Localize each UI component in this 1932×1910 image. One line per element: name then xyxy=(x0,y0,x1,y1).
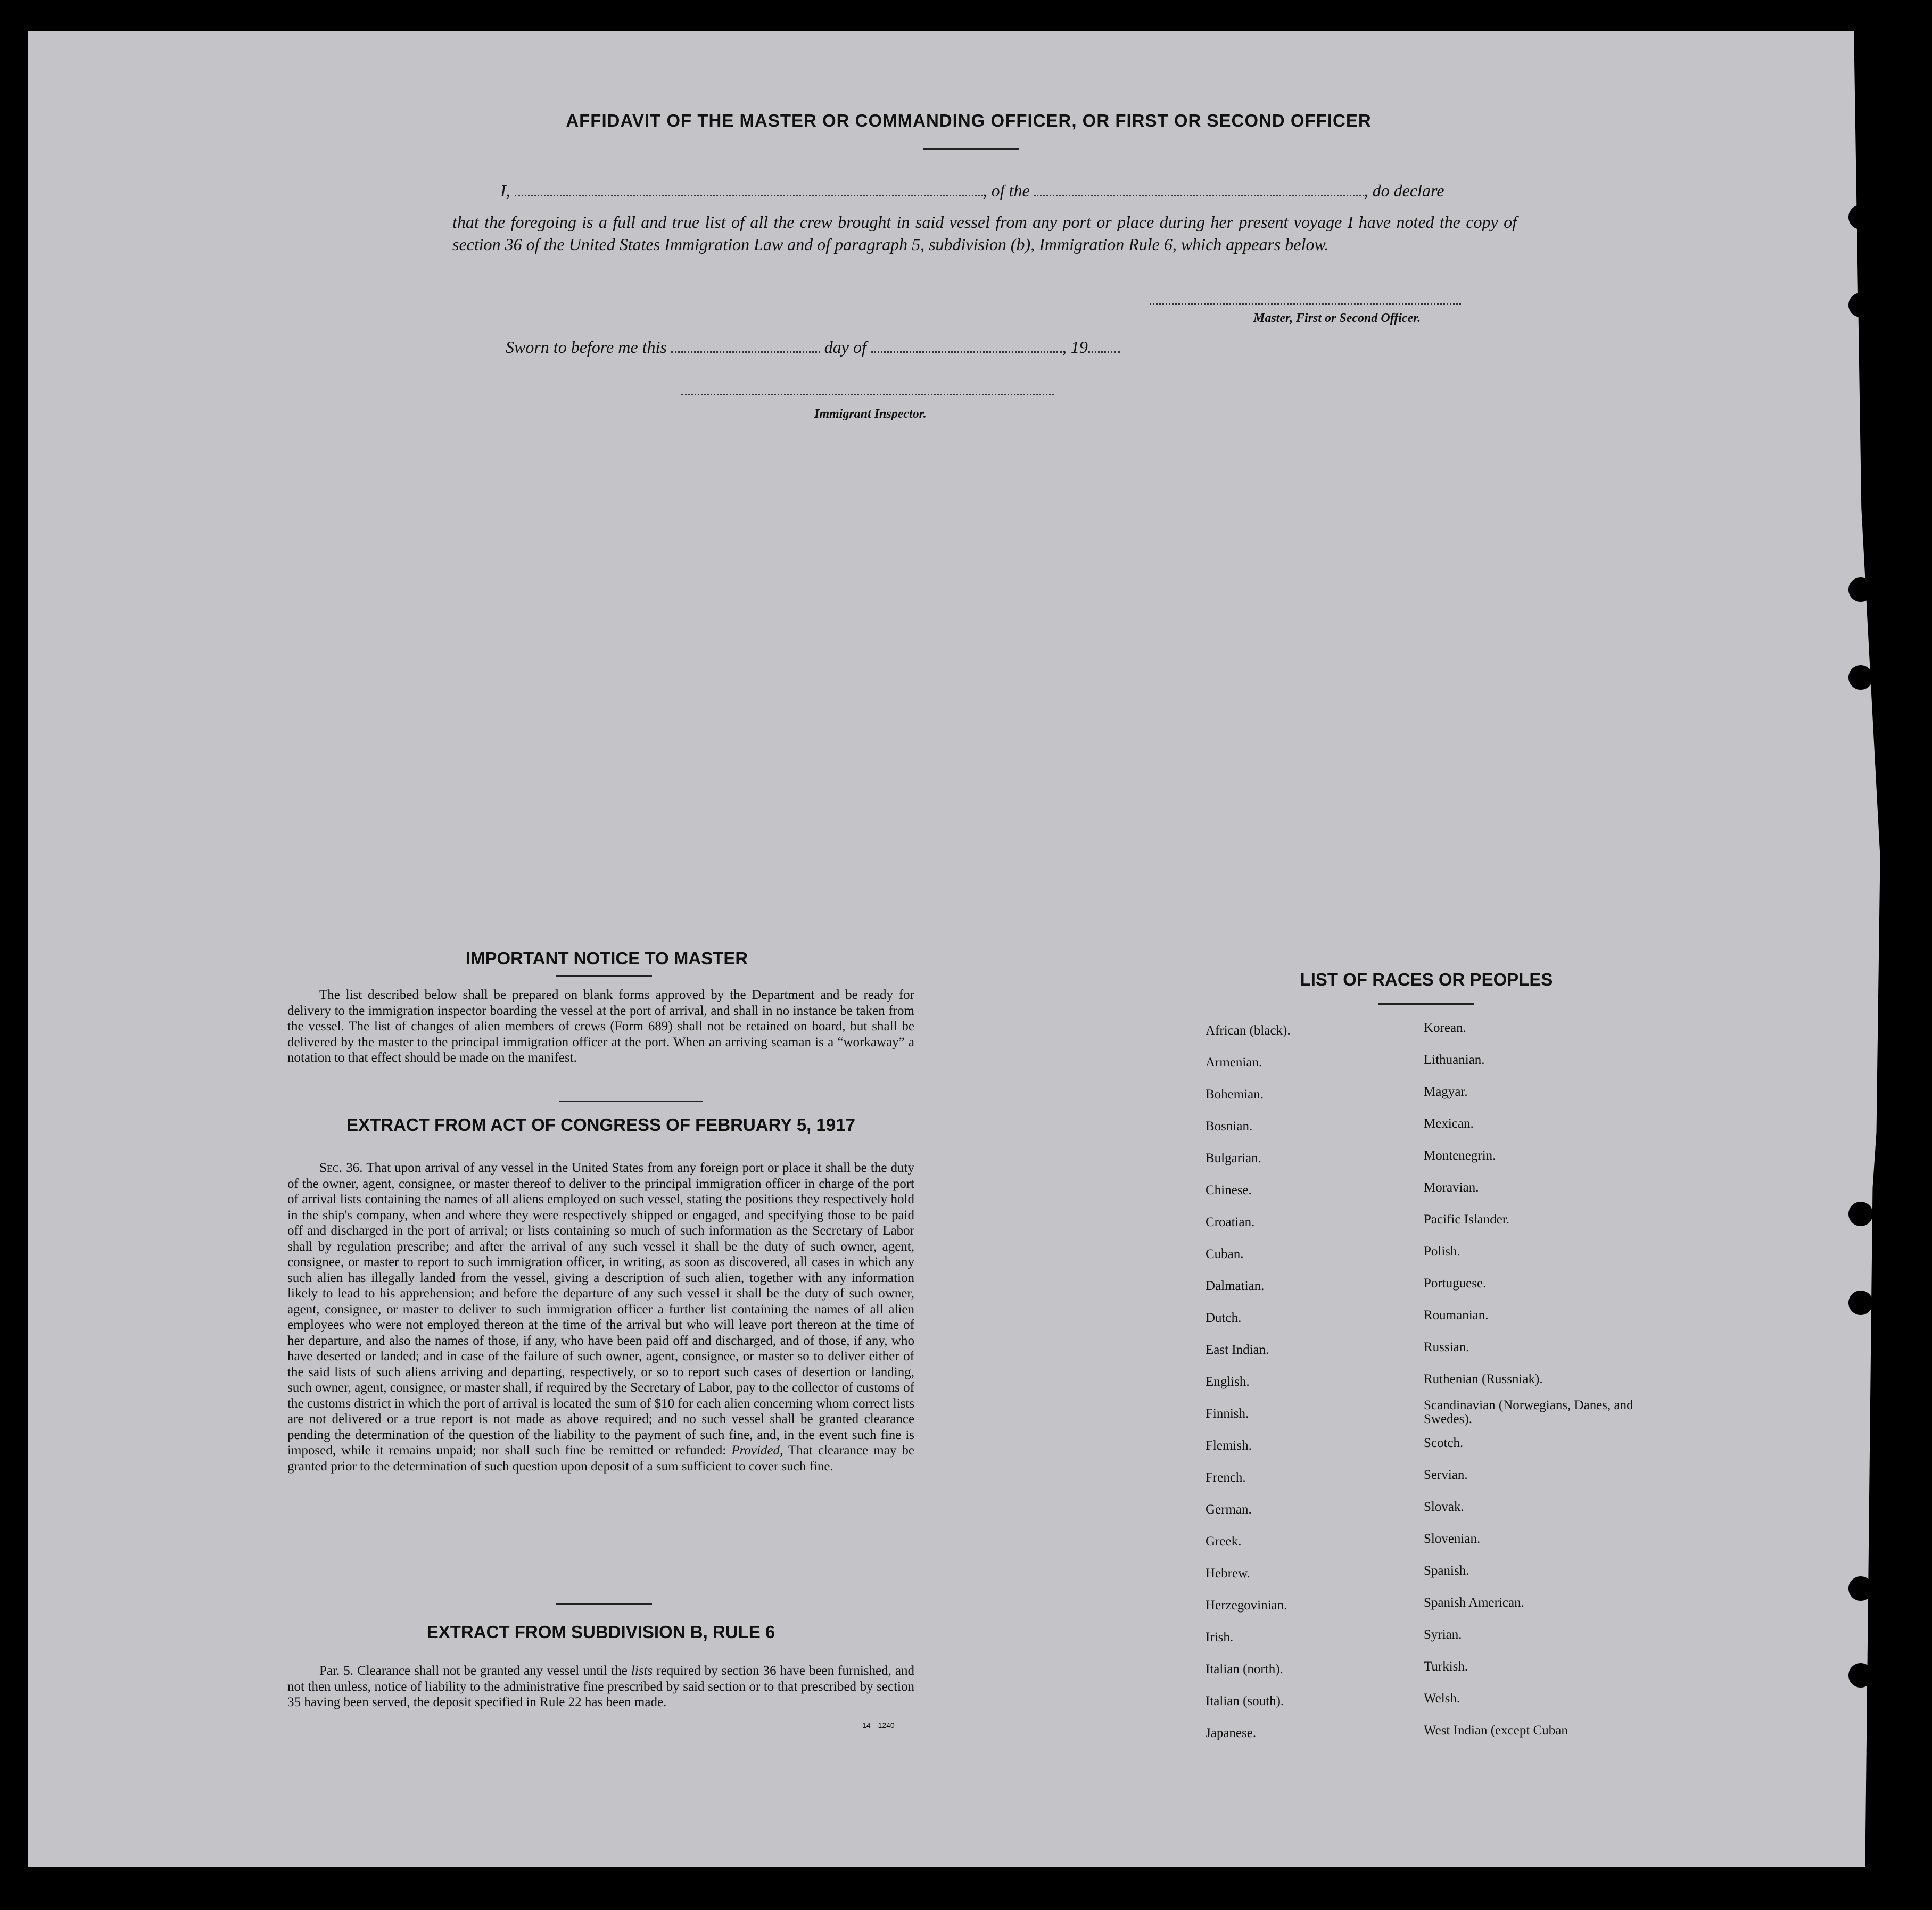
punch-hole xyxy=(1848,1576,1873,1601)
year-field[interactable] xyxy=(1088,341,1120,353)
section-divider xyxy=(556,1603,652,1605)
race-item: Cuban. xyxy=(1206,1247,1244,1261)
race-item: Ruthenian (Russniak). xyxy=(1424,1372,1543,1386)
race-item: Servian. xyxy=(1424,1468,1468,1482)
month-field[interactable] xyxy=(871,341,1062,353)
race-item: Armenian. xyxy=(1206,1055,1262,1070)
race-item: West Indian (except Cuban xyxy=(1424,1723,1568,1738)
year-label: , 19 xyxy=(1062,337,1088,357)
race-item: Montenegrin. xyxy=(1424,1148,1496,1163)
race-item: French. xyxy=(1206,1470,1246,1485)
races-divider xyxy=(1378,1003,1474,1005)
race-item: Scotch. xyxy=(1424,1436,1464,1450)
notice-heading: IMPORTANT NOTICE TO MASTER xyxy=(465,948,748,968)
race-item: Italian (south). xyxy=(1206,1694,1284,1708)
race-item: East Indian. xyxy=(1206,1343,1269,1357)
race-item: Welsh. xyxy=(1424,1691,1460,1706)
race-item: Dalmatian. xyxy=(1206,1279,1265,1293)
race-item: Bulgarian. xyxy=(1206,1151,1261,1165)
race-item: Syrian. xyxy=(1424,1627,1462,1642)
master-signature-caption: Master, First or Second Officer. xyxy=(1253,311,1421,325)
race-item: Korean. xyxy=(1424,1021,1466,1035)
document-page xyxy=(28,31,1906,1867)
race-item: Croatian. xyxy=(1206,1215,1255,1229)
race-item: Bosnian. xyxy=(1206,1119,1253,1134)
race-item: Slovak. xyxy=(1424,1500,1464,1514)
race-item: Irish. xyxy=(1206,1630,1234,1644)
race-item: African (black). xyxy=(1206,1023,1291,1038)
rule-extract-text xyxy=(287,1663,914,1710)
notice-divider xyxy=(556,975,652,977)
race-item: Greek. xyxy=(1206,1534,1242,1549)
race-item: Roumanian. xyxy=(1424,1308,1489,1322)
i-label: I, xyxy=(500,181,510,200)
race-item: Japanese. xyxy=(1206,1726,1257,1740)
affidavit-body: that the foregoing is a full and true list of all the crew brought in said vessel from any port or place during her present voyage I have noted the copy of section 36 of the United States Immigration Law and of paragraph 5, subdivision (b), Immigration Rule 6, which appears below. xyxy=(452,212,1517,254)
race-item: German. xyxy=(1206,1502,1252,1517)
race-item: Lithuanian. xyxy=(1424,1053,1485,1067)
inspector-caption: Immigrant Inspector. xyxy=(814,407,927,421)
affidavit-title: AFFIDAVIT OF THE MASTER OR COMMANDING OFFICER, OR FIRST OR SECOND OFFICER xyxy=(566,111,1372,130)
race-item: Slovenian. xyxy=(1424,1532,1481,1546)
sworn-label: Sworn to before me this xyxy=(506,337,667,357)
notice-text: The list described below shall be prepared on blank forms approved by the Department and be ready for delivery to the immigration inspector boarding the vessel at the port of arrival, and shall in no instance be taken from the vessel. The list of changes of alien members of crews (Form 689) shall not be retained on board, but shall be delivered by the master to the principal immigration officer at the port. When an arriving seaman is a “workaway” a notation to that effect should be made on the manifest. xyxy=(287,988,914,1065)
race-item: Moravian. xyxy=(1424,1180,1479,1195)
race-item: English. xyxy=(1206,1375,1250,1389)
race-item: Herzegovinian. xyxy=(1206,1598,1287,1613)
race-item: Bohemian. xyxy=(1206,1087,1264,1102)
section-label: Sec. 36. xyxy=(319,1161,363,1175)
race-item: Dutch. xyxy=(1206,1311,1242,1325)
race-item: Finnish. xyxy=(1206,1407,1249,1421)
master-signature-field[interactable] xyxy=(1150,303,1461,305)
lists-word: lists xyxy=(631,1664,653,1678)
race-item: Chinese. xyxy=(1206,1183,1252,1197)
vessel-field[interactable] xyxy=(1034,184,1364,196)
day-field[interactable] xyxy=(671,341,820,353)
act-extract-text xyxy=(287,1160,914,1474)
act-extract-heading: EXTRACT FROM ACT OF CONGRESS OF FEBRUARY 5, 1917 xyxy=(346,1115,855,1135)
race-item: Flemish. xyxy=(1206,1438,1252,1453)
of-the-label: , of the xyxy=(982,181,1030,200)
punch-hole xyxy=(1848,293,1873,317)
rule-text-a: Par. 5. Clearance shall not be granted any vessel until the xyxy=(319,1664,628,1678)
name-field[interactable] xyxy=(515,184,983,196)
act-text-end: That clearance may be granted prior to the determination of such question upon deposit of a sum sufficient to cover such fine. xyxy=(287,1443,914,1474)
punch-hole xyxy=(1848,577,1873,602)
day-of-label: day of xyxy=(824,337,866,357)
race-item: Spanish American. xyxy=(1424,1595,1524,1610)
race-item: Italian (north). xyxy=(1206,1662,1283,1676)
race-item: Russian. xyxy=(1424,1340,1469,1354)
punch-hole xyxy=(1848,1202,1873,1226)
section-divider xyxy=(559,1101,703,1102)
declaration-line xyxy=(500,181,1444,201)
sworn-line xyxy=(506,337,1120,357)
act-text: That upon arrival of any vessel in the United States from any foreign port or place it shall be the duty of the owner, agent, consignee, or master thereof to deliver to the principal immigration officer in charge of the port of arrival lists containing the names of all aliens employed on such vessel, stating the positions they respectively hold in the ship's company, when and where they were respectively shipped or engaged, and specifying those to be paid off and discharged in the port of arrival; or lists containing so much of such information as the Secretary of Labor shall by regulation prescribe; and after the arrival of any such vessel it shall be the duty of such owner, agent, consignee, or master to report to such immigration officer, in writing, as soon as discovered, all cases in which any such alien has illegally landed from the vessel, giving a description of such alien, together with any information likely to lead to his apprehension; and before the departure of any such vessel it shall be the duty of such owner, agent, consignee, or master to deliver to such immigration officer a further list containing the names of all alien employees who were not employed thereon at the time of the arrival but who will leave port thereon at the time of her departure, and also the names of those, if any, who have been paid off and discharged, and of those, if any, who have deserted or landed; and in case of the failure of such owner, agent, consignee, or master so to deliver either of the said lists of such aliens arriving and departing, respectively, or so to report such cases of desertion or landing, such owner, agent, consignee, or master shall, if required by the Secretary of Labor, pay to the collector of customs of the customs district in which the port of arrival is located the sum of $10 for each alien concerning whom correct lists are not delivered or a true report is not made as above required; and no such vessel shall be granted clearance pending the determination of the question of the liability to the payment of such fine, and, in the event such fine is imposed, while it remains unpaid; nor shall such fine be remitted or refunded: xyxy=(287,1161,914,1458)
race-item: Polish. xyxy=(1424,1244,1460,1259)
race-item: Spanish. xyxy=(1424,1564,1469,1578)
race-item: Scandinavian (Norwegians, Danes, and Swedes). xyxy=(1424,1398,1633,1426)
punch-hole xyxy=(1848,1291,1873,1315)
punch-hole xyxy=(1848,665,1873,690)
race-item: Magyar. xyxy=(1424,1085,1468,1099)
rule-extract-heading: EXTRACT FROM SUBDIVISION B, RULE 6 xyxy=(426,1622,775,1642)
race-item: Hebrew. xyxy=(1206,1566,1250,1581)
do-declare-label: , do declare xyxy=(1364,181,1444,200)
punch-hole xyxy=(1848,1663,1873,1688)
race-item: Mexican. xyxy=(1424,1117,1474,1131)
race-item: Portuguese. xyxy=(1424,1276,1487,1291)
form-number: 14—1240 xyxy=(862,1721,895,1730)
race-item: Turkish. xyxy=(1424,1659,1468,1674)
punch-hole xyxy=(1848,205,1873,229)
races-heading: LIST OF RACES OR PEOPLES xyxy=(1300,970,1553,989)
inspector-signature-field[interactable] xyxy=(681,394,1054,395)
rule-text-b: required by section 36 have been furnished, and not then unless, notice of liability to the administrative fine prescribed by said section or to that prescribed by section 35 having been served, the deposit specified in Rule 22 has been made. xyxy=(287,1664,915,1709)
race-item: Pacific Islander. xyxy=(1424,1212,1510,1227)
provided-label: Provided, xyxy=(731,1443,783,1458)
title-divider xyxy=(923,148,1019,150)
